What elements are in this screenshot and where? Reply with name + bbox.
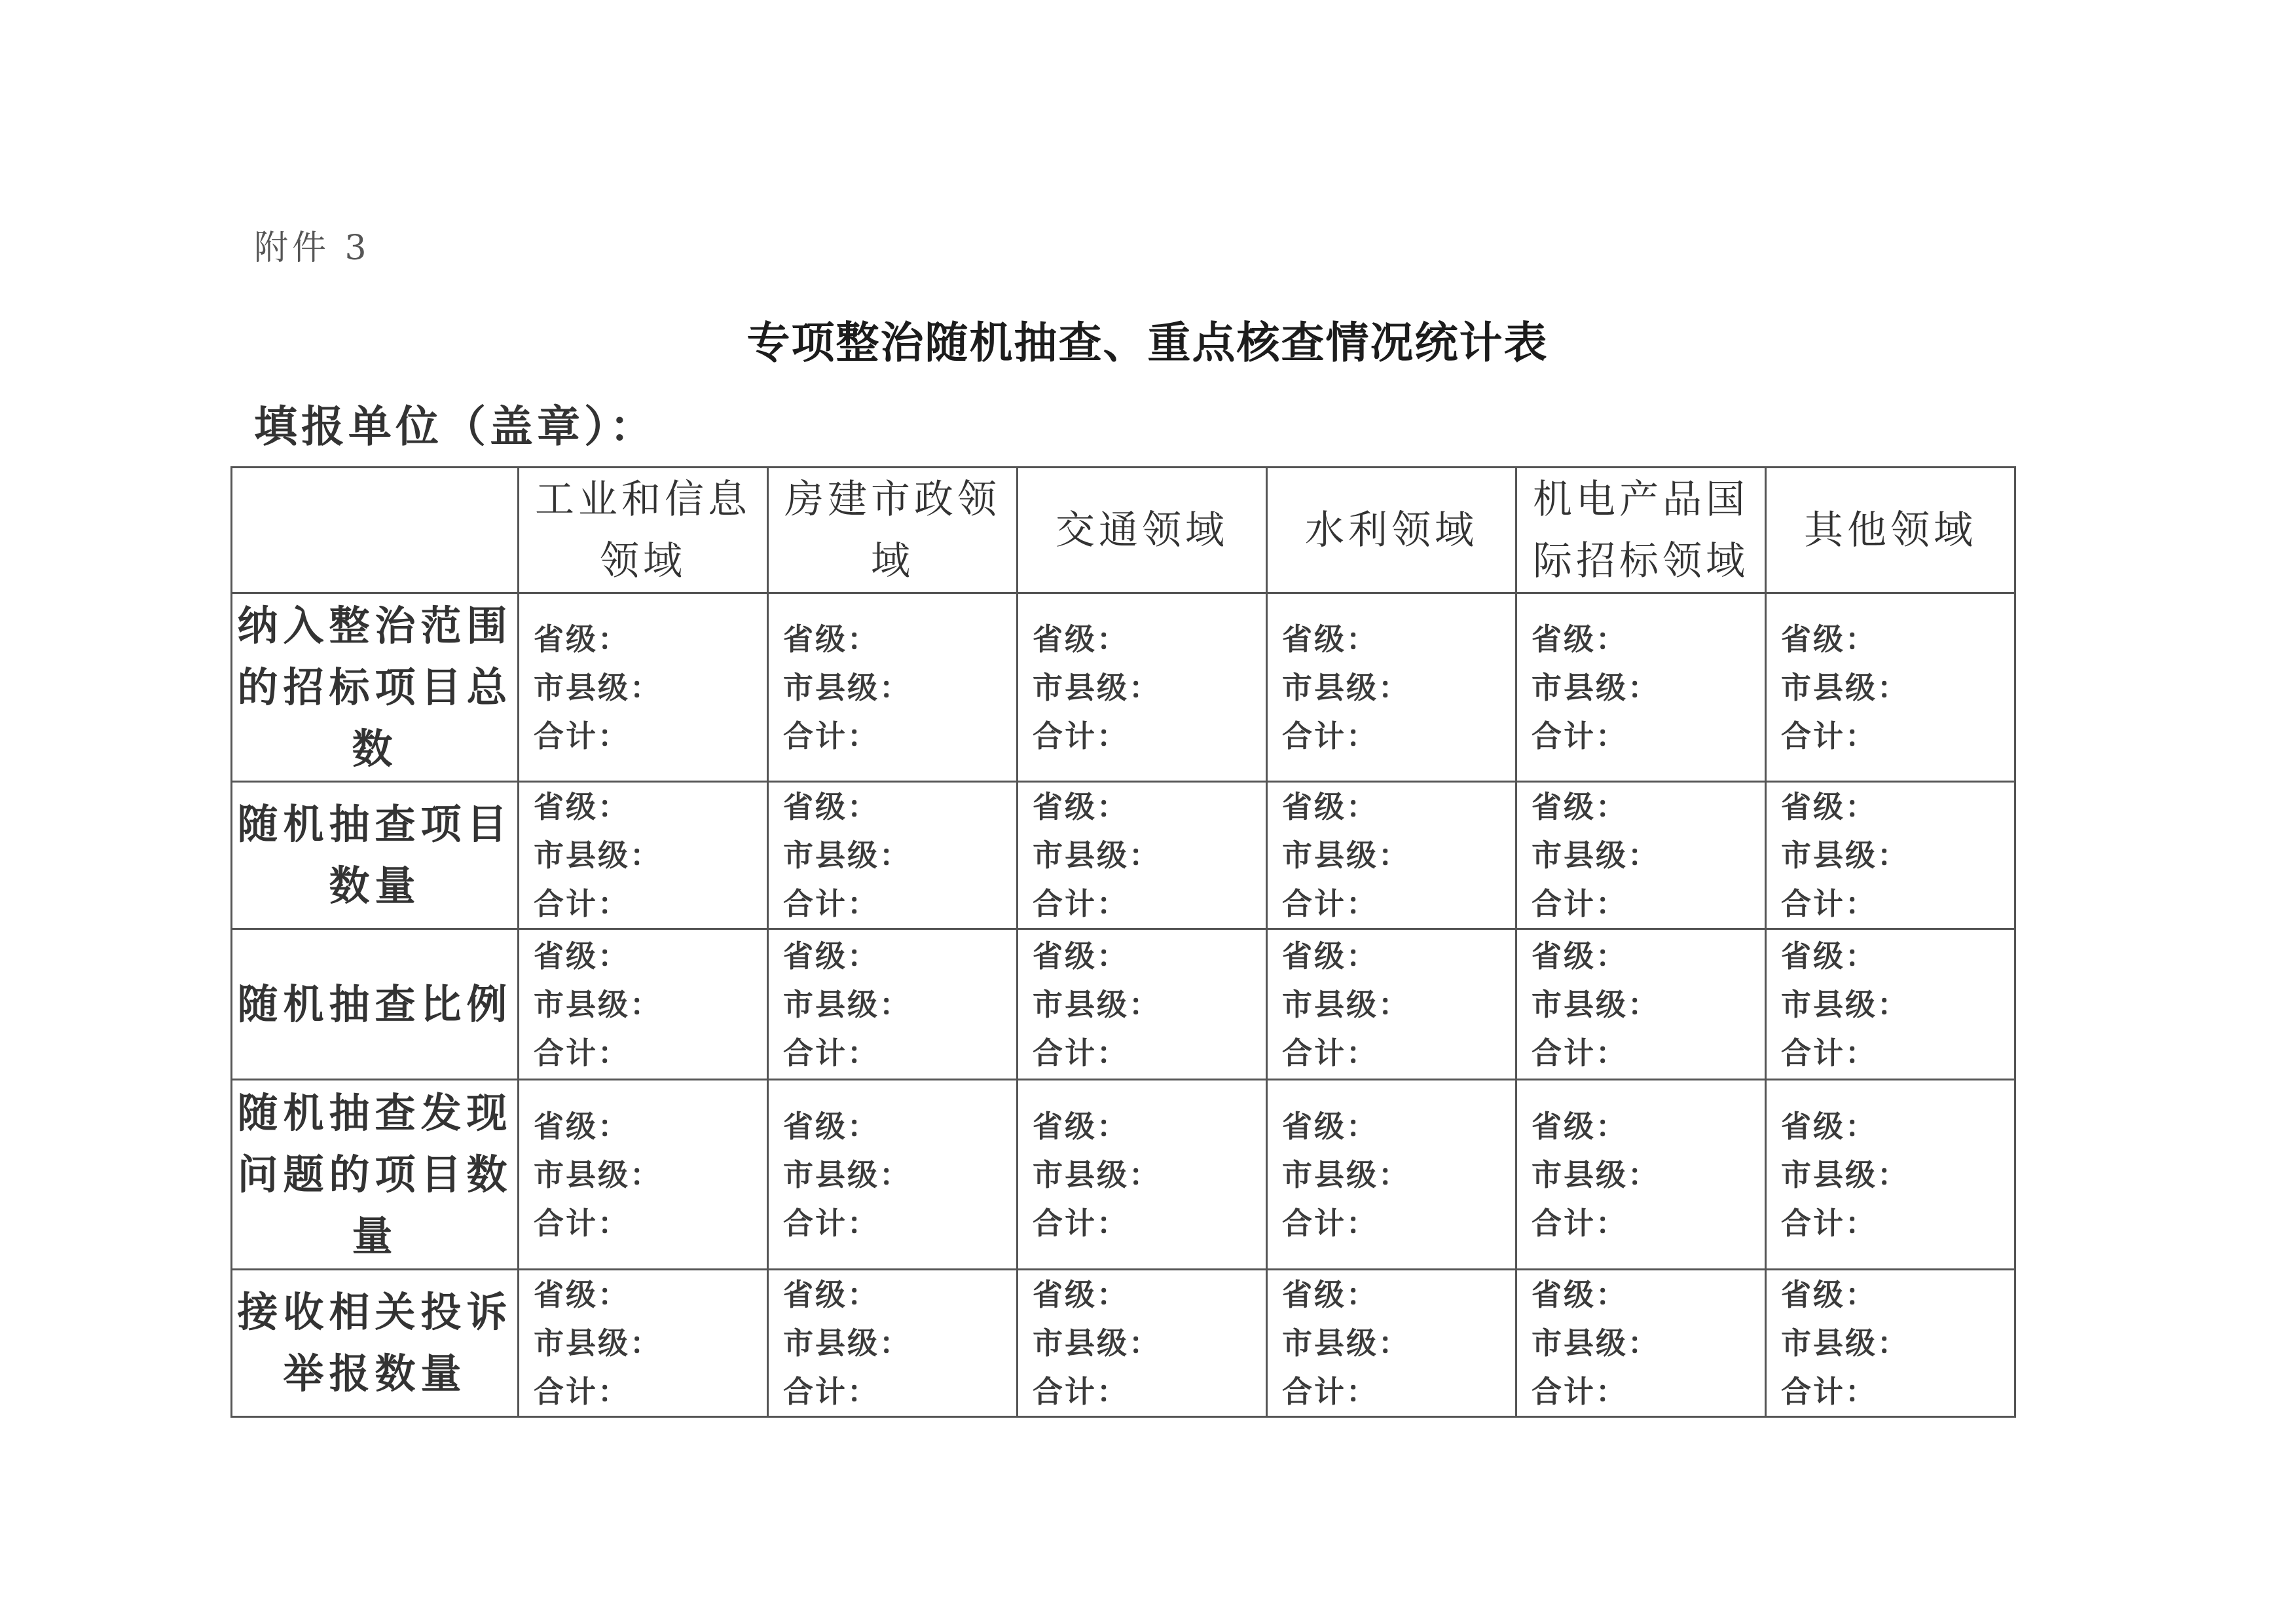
data-cell[interactable] xyxy=(768,1270,1018,1417)
city-county-field-label: 市县级： xyxy=(1033,669,1161,705)
total-field-label: 合计： xyxy=(1282,1374,1378,1409)
provincial-field-label: 省级： xyxy=(1532,621,1628,657)
total-field-label: 合计： xyxy=(1532,1374,1628,1409)
total-field-label: 合计： xyxy=(534,1205,630,1241)
table-row xyxy=(232,929,2015,1080)
provincial-field-label: 省级： xyxy=(534,1277,630,1312)
data-cell[interactable] xyxy=(519,1080,768,1270)
data-cell[interactable] xyxy=(1018,1270,1267,1417)
data-cell[interactable] xyxy=(768,782,1018,929)
city-county-field-label: 市县级： xyxy=(534,1156,662,1192)
provincial-field-label: 省级： xyxy=(534,938,630,974)
data-cell[interactable] xyxy=(1267,1080,1516,1270)
city-county-field-label: 市县级： xyxy=(534,838,662,873)
column-header-transport: 交通领域 xyxy=(1018,468,1267,593)
table-row xyxy=(232,1270,2015,1417)
provincial-field-label: 省级： xyxy=(534,789,630,824)
data-cell[interactable] xyxy=(1516,1080,1766,1270)
provincial-field-label: 省级： xyxy=(1781,1277,1877,1312)
city-county-field-label: 市县级： xyxy=(1282,669,1410,705)
data-cell[interactable] xyxy=(519,1270,768,1417)
data-cell[interactable] xyxy=(1267,593,1516,782)
provincial-field-label: 省级： xyxy=(1033,1108,1129,1144)
column-header-mechanical-electrical: 机电产品国际招标领域 xyxy=(1516,468,1766,593)
total-field-label: 合计： xyxy=(1282,1205,1378,1241)
total-field-label: 合计： xyxy=(1033,886,1129,921)
row-header-cell: 随机抽查发现问题的项目数量 xyxy=(232,1080,519,1270)
total-field-label: 合计： xyxy=(1781,886,1877,921)
city-county-field-label: 市县级： xyxy=(534,669,662,705)
provincial-field-label: 省级： xyxy=(1033,789,1129,824)
total-field-label: 合计： xyxy=(783,718,879,754)
total-field-label: 合计： xyxy=(1532,886,1628,921)
column-header-other: 其他领域 xyxy=(1766,468,2015,593)
city-county-field-label: 市县级： xyxy=(783,1156,911,1192)
provincial-field-label: 省级： xyxy=(534,621,630,657)
total-field-label: 合计： xyxy=(534,1374,630,1409)
provincial-field-label: 省级： xyxy=(1282,1277,1378,1312)
column-header-industry-it: 工业和信息领域 xyxy=(519,468,768,593)
total-field-label: 合计： xyxy=(1532,1205,1628,1241)
city-county-field-label: 市县级： xyxy=(1532,1156,1660,1192)
total-field-label: 合计： xyxy=(1781,718,1877,754)
city-county-field-label: 市县级： xyxy=(1532,986,1660,1022)
provincial-field-label: 省级： xyxy=(1532,938,1628,974)
data-cell[interactable] xyxy=(1516,1270,1766,1417)
city-county-field-label: 市县级： xyxy=(1532,669,1660,705)
provincial-field-label: 省级： xyxy=(1781,938,1877,974)
total-field-label: 合计： xyxy=(1282,886,1378,921)
row-header-cell: 随机抽查项目数量 xyxy=(232,782,519,929)
city-county-field-label: 市县级： xyxy=(1033,1156,1161,1192)
total-field-label: 合计： xyxy=(783,1205,879,1241)
city-county-field-label: 市县级： xyxy=(783,669,911,705)
provincial-field-label: 省级： xyxy=(783,1277,879,1312)
city-county-field-label: 市县级： xyxy=(783,1325,911,1361)
total-field-label: 合计： xyxy=(1532,1035,1628,1071)
city-county-field-label: 市县级： xyxy=(1033,986,1161,1022)
provincial-field-label: 省级： xyxy=(1033,621,1129,657)
provincial-field-label: 省级： xyxy=(1282,1108,1378,1144)
provincial-field-label: 省级： xyxy=(1781,1108,1877,1144)
column-header-water: 水利领域 xyxy=(1267,468,1516,593)
data-cell[interactable] xyxy=(768,1080,1018,1270)
data-cell[interactable] xyxy=(1018,593,1267,782)
provincial-field-label: 省级： xyxy=(1033,938,1129,974)
data-cell[interactable] xyxy=(1766,1080,2015,1270)
total-field-label: 合计： xyxy=(1033,1205,1129,1241)
provincial-field-label: 省级： xyxy=(534,1108,630,1144)
total-field-label: 合计： xyxy=(1781,1374,1877,1409)
city-county-field-label: 市县级： xyxy=(1532,838,1660,873)
total-field-label: 合计： xyxy=(534,1035,630,1071)
provincial-field-label: 省级： xyxy=(1282,938,1378,974)
data-cell[interactable] xyxy=(1766,1270,2015,1417)
total-field-label: 合计： xyxy=(1033,1374,1129,1409)
column-header-housing-municipal: 房建市政领域 xyxy=(768,468,1018,593)
city-county-field-label: 市县级： xyxy=(1282,838,1410,873)
data-cell[interactable] xyxy=(1766,593,2015,782)
city-county-field-label: 市县级： xyxy=(1282,986,1410,1022)
provincial-field-label: 省级： xyxy=(1781,621,1877,657)
provincial-field-label: 省级： xyxy=(783,938,879,974)
table-header-row xyxy=(232,468,2015,593)
total-field-label: 合计： xyxy=(1033,718,1129,754)
table-row xyxy=(232,782,2015,929)
data-cell[interactable] xyxy=(1766,782,2015,929)
data-cell[interactable] xyxy=(768,593,1018,782)
table-row xyxy=(232,593,2015,782)
data-cell[interactable] xyxy=(1766,929,2015,1080)
data-cell[interactable] xyxy=(1516,782,1766,929)
provincial-field-label: 省级： xyxy=(1781,789,1877,824)
city-county-field-label: 市县级： xyxy=(1781,838,1909,873)
city-county-field-label: 市县级： xyxy=(1532,1325,1660,1361)
provincial-field-label: 省级： xyxy=(1532,1108,1628,1144)
provincial-field-label: 省级： xyxy=(1532,789,1628,824)
city-county-field-label: 市县级： xyxy=(1781,669,1909,705)
city-county-field-label: 市县级： xyxy=(1282,1325,1410,1361)
total-field-label: 合计： xyxy=(1282,718,1378,754)
provincial-field-label: 省级： xyxy=(1282,621,1378,657)
provincial-field-label: 省级： xyxy=(1532,1277,1628,1312)
data-cell[interactable] xyxy=(1267,782,1516,929)
provincial-field-label: 省级： xyxy=(1282,789,1378,824)
data-cell[interactable] xyxy=(1018,1080,1267,1270)
corner-header-cell xyxy=(232,468,519,593)
city-county-field-label: 市县级： xyxy=(783,838,911,873)
data-cell[interactable] xyxy=(1516,593,1766,782)
city-county-field-label: 市县级： xyxy=(534,986,662,1022)
total-field-label: 合计： xyxy=(783,886,879,921)
total-field-label: 合计： xyxy=(1781,1035,1877,1071)
total-field-label: 合计： xyxy=(534,718,630,754)
total-field-label: 合计： xyxy=(783,1374,879,1409)
city-county-field-label: 市县级： xyxy=(1781,1156,1909,1192)
city-county-field-label: 市县级： xyxy=(1033,1325,1161,1361)
provincial-field-label: 省级： xyxy=(783,621,879,657)
data-cell[interactable] xyxy=(519,593,768,782)
fill-unit-label: 填报单位（盖章）： xyxy=(254,401,657,452)
total-field-label: 合计： xyxy=(783,1035,879,1071)
city-county-field-label: 市县级： xyxy=(783,986,911,1022)
data-cell[interactable] xyxy=(1267,1270,1516,1417)
data-cell[interactable] xyxy=(768,929,1018,1080)
data-cell[interactable] xyxy=(1267,929,1516,1080)
data-cell[interactable] xyxy=(1516,929,1766,1080)
city-county-field-label: 市县级： xyxy=(1282,1156,1410,1192)
statistics-table xyxy=(230,466,2016,1418)
total-field-label: 合计： xyxy=(1781,1205,1877,1241)
data-cell[interactable] xyxy=(519,929,768,1080)
city-county-field-label: 市县级： xyxy=(534,1325,662,1361)
row-header-cell: 纳入整治范围的招标项目总数 xyxy=(232,593,519,782)
city-county-field-label: 市县级： xyxy=(1781,1325,1909,1361)
total-field-label: 合计： xyxy=(1282,1035,1378,1071)
data-cell[interactable] xyxy=(1018,929,1267,1080)
city-county-field-label: 市县级： xyxy=(1033,838,1161,873)
data-cell[interactable] xyxy=(519,782,768,929)
total-field-label: 合计： xyxy=(1033,1035,1129,1071)
provincial-field-label: 省级： xyxy=(1033,1277,1129,1312)
row-header-cell: 接收相关投诉举报数量 xyxy=(232,1270,519,1417)
document-title: 专项整治随机抽查、重点核查情况统计表 xyxy=(746,317,1549,368)
provincial-field-label: 省级： xyxy=(783,1108,879,1144)
table-row xyxy=(232,1080,2015,1270)
total-field-label: 合计： xyxy=(1532,718,1628,754)
city-county-field-label: 市县级： xyxy=(1781,986,1909,1022)
row-header-cell: 随机抽查比例 xyxy=(232,929,519,1080)
data-cell[interactable] xyxy=(1018,782,1267,929)
provincial-field-label: 省级： xyxy=(783,789,879,824)
total-field-label: 合计： xyxy=(534,886,630,921)
annex-label: 附件 3 xyxy=(254,229,371,268)
